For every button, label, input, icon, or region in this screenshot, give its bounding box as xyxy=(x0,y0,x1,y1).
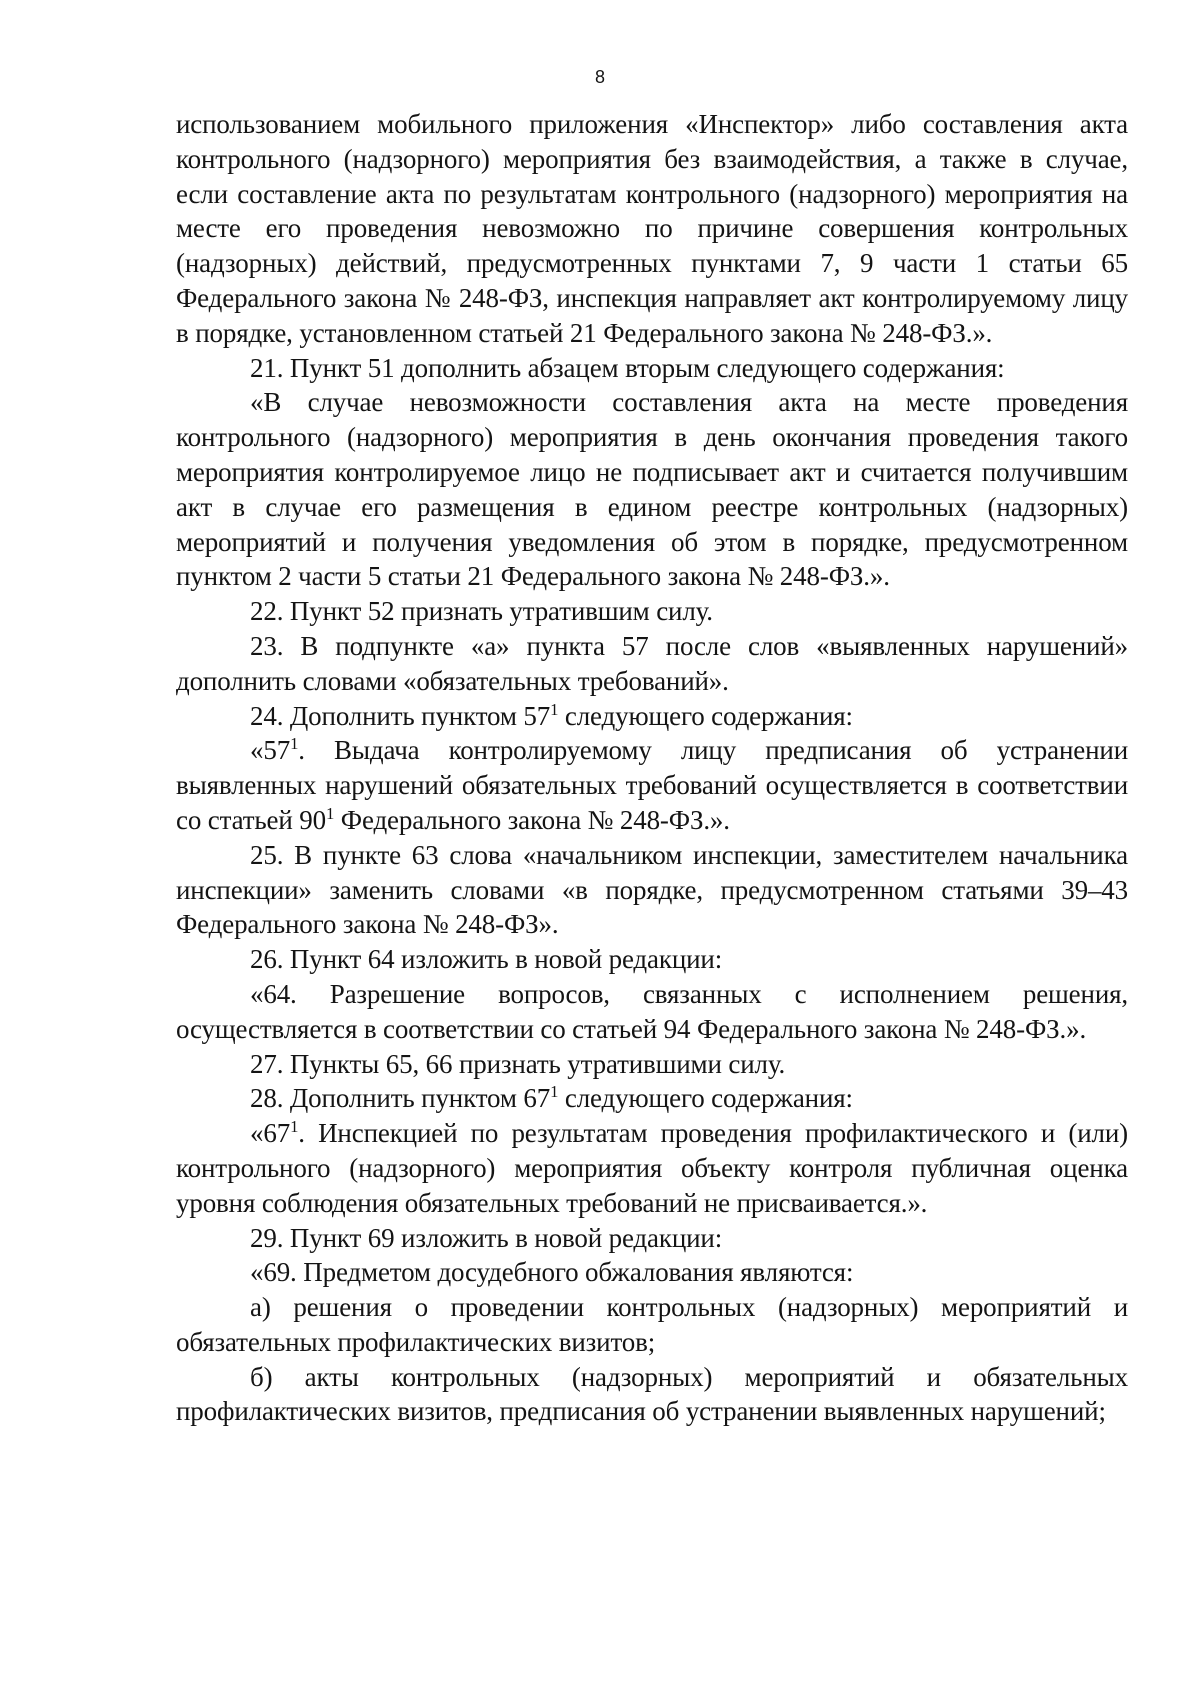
paragraph-quote-64: «64. Разрешение вопросов, связанных с исполнением решения, осуществляется в соответствии со статьей 94 Федерального закона № 248-ФЗ.». xyxy=(176,978,1128,1044)
paragraph-item-25: 25. В пункте 63 слова «начальником инспекции, заместителем начальника инспекции» заменить словами «в порядке, предусмотренном статьями 39–43 Федерального закона № 248-ФЗ». xyxy=(176,839,1128,940)
paragraph-subitem-b: б) акты контрольных (надзорных) мероприятий и обязательных профилактических визитов, предписания об устранении выявленных нарушений; xyxy=(176,1361,1128,1427)
paragraph-item-29: 29. Пункт 69 изложить в новой редакции: xyxy=(250,1222,723,1253)
paragraph-item-22: 22. Пункт 52 признать утратившим силу. xyxy=(250,596,713,627)
text-segment: «57 xyxy=(250,735,291,766)
text-segment: «67 xyxy=(250,1118,291,1149)
superscript: 1 xyxy=(325,803,335,823)
superscript: 1 xyxy=(550,699,559,719)
paragraph-item-28 xyxy=(176,1081,1128,1116)
superscript: 1 xyxy=(550,1082,559,1102)
text-segment: . Инспекцией по результатам проведения профилактического и (или) контрольного (надзорного) мероприятия объекту контроля публичная оценка уровня соблюдения обязательных требований не присваивается.». xyxy=(176,1118,1128,1218)
superscript: 1 xyxy=(290,734,299,754)
paragraph-item-23: 23. В подпункте «а» пункта 57 после слов «выявленных нарушений» дополнить словами «обязательных требований». xyxy=(176,630,1128,696)
paragraph-item-24 xyxy=(176,699,1128,734)
paragraph-quote-51: «В случае невозможности составления акта на месте проведения контрольного (надзорного) мероприятия в день окончания проведения такого мероприятия контролируемое лицо не подписывает акт и считается получившим акт в случае его размещения в едином реестре контрольных (надзорных) мероприятий и получения уведомления об этом в порядке, предусмотренном пунктом 2 части 5 статьи 21 Федерального закона № 248-ФЗ.». xyxy=(176,387,1128,592)
text-segment: 24. Дополнить пунктом 57 xyxy=(250,700,551,731)
text-segment: . Выдача контролируемому лицу предписания об устранении выявленных нарушений обязательных требований осуществляется в соответствии со статьей 90 xyxy=(176,735,1128,835)
document-body xyxy=(176,107,1128,1429)
paragraph-quote-67-1 xyxy=(176,1116,1128,1220)
paragraph-item-26: 26. Пункт 64 изложить в новой редакции: xyxy=(250,944,723,975)
text-segment: следующего содержания: xyxy=(558,700,853,731)
text-segment: 28. Дополнить пунктом 67 xyxy=(250,1083,551,1114)
page-number: 8 xyxy=(594,67,605,87)
superscript: 1 xyxy=(290,1117,299,1137)
paragraph-quote-69: «69. Предметом досудебного обжалования являются: xyxy=(250,1257,854,1288)
paragraph-quote-57-1 xyxy=(176,733,1128,837)
paragraph-item-27: 27. Пункты 65, 66 признать утратившими силу. xyxy=(250,1048,786,1079)
paragraph-subitem-a: а) решения о проведении контрольных (надзорных) мероприятий и обязательных профилактических визитов; xyxy=(176,1292,1128,1357)
text-segment: Федерального закона № 248-ФЗ.». xyxy=(334,804,730,835)
paragraph-continuation: использованием мобильного приложения «Инспектор» либо составления акта контрольного (надзорного) мероприятия без взаимодействия, а также в случае, если составление акта по результатам контрольного (надзорного) мероприятия на месте его проведения невозможно по причине совершения контрольных (надзорных) действий, предусмотренных пунктами 7, 9 части 1 статьи 65 Федерального закона № 248-ФЗ, инспекция направляет акт контролируемому лицу в порядке, установленном статьей 21 Федерального закона № 248-ФЗ.». xyxy=(176,109,1128,348)
text-segment: следующего содержания: xyxy=(558,1083,853,1114)
paragraph-item-21: 21. Пункт 51 дополнить абзацем вторым следующего содержания: xyxy=(250,352,1005,383)
